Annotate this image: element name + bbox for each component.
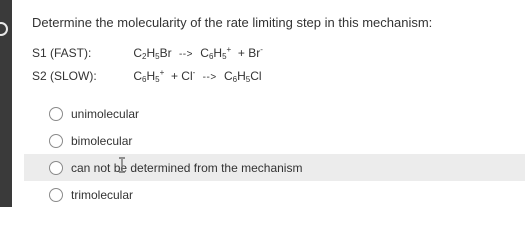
option-trimolecular[interactable]	[24, 181, 525, 208]
circle-icon	[0, 22, 8, 36]
radio-button[interactable]	[49, 134, 63, 148]
step-reaction: $C_2H_5Br$ --> $C_6H_5^+ + Br^-$	[133, 45, 263, 61]
radio-button[interactable]	[49, 107, 63, 121]
option-label: can not be determined from the mechanism	[71, 160, 303, 175]
radio-button[interactable]	[49, 161, 63, 175]
answer-options	[24, 100, 525, 208]
reaction-arrow: -->	[202, 72, 217, 83]
option-cannot-be-determined[interactable]	[24, 154, 525, 181]
mechanism-step-1	[32, 46, 263, 60]
option-unimolecular[interactable]	[24, 100, 525, 127]
reaction-arrow: -->	[178, 49, 193, 60]
question-text: Determine the molecularity of the rate limiting step in this mechanism:	[32, 15, 433, 30]
step-label: S2 (SLOW):	[32, 69, 97, 83]
step-label: S1 (FAST):	[32, 46, 92, 60]
left-edge-strip	[0, 0, 12, 207]
radio-button[interactable]	[49, 188, 63, 202]
option-label: trimolecular	[71, 187, 134, 202]
text-cursor-icon	[116, 157, 128, 173]
option-label: bimolecular	[71, 133, 133, 148]
option-label: unimolecular	[71, 106, 140, 121]
step-reaction: $C_6H_5^+ + Cl^-$ --> $C_6H_5Cl$	[133, 68, 262, 84]
mechanism-step-2	[32, 69, 262, 83]
option-bimolecular[interactable]	[24, 127, 525, 154]
question-card	[12, 0, 525, 207]
